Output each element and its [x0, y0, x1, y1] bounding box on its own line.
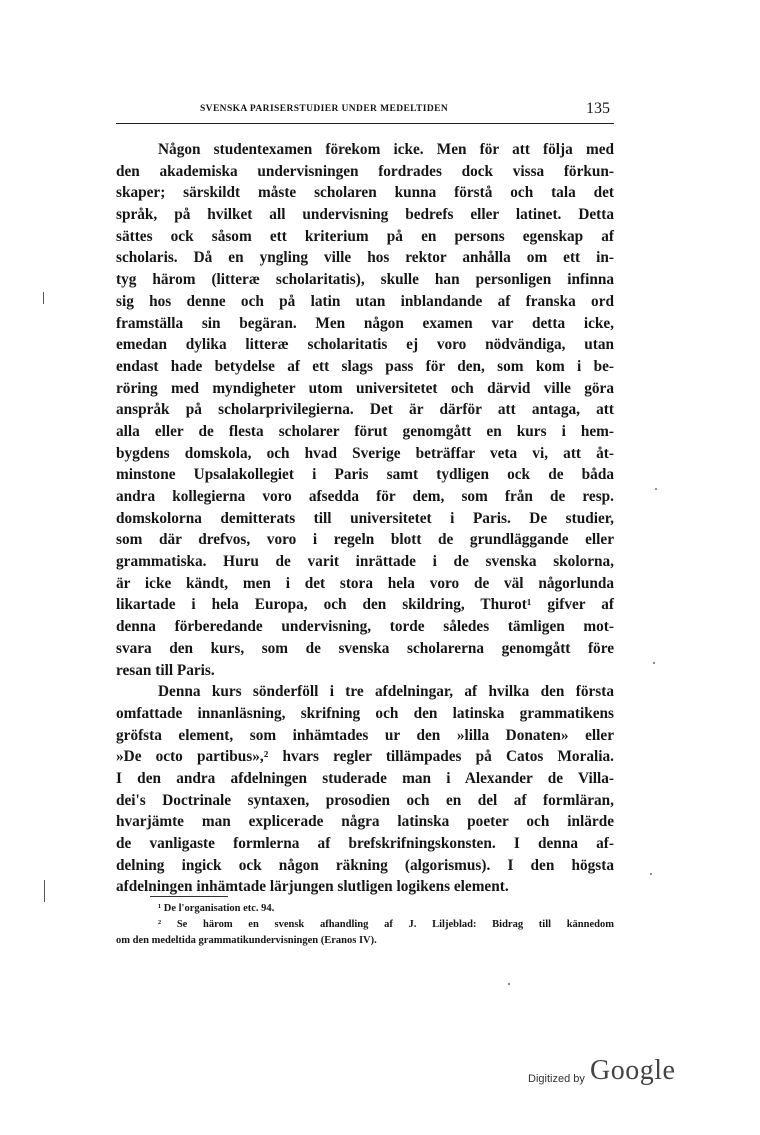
- scan-speck: [650, 873, 652, 875]
- scan-speck: [508, 983, 510, 985]
- footnote-line: om den medeltida grammatikundervisningen (Eranos IV).: [116, 935, 377, 946]
- text-line: röring med myndigheter utom universitetet och därvid ville göra: [116, 379, 614, 397]
- running-header: [116, 100, 614, 122]
- text-line: delning ingick ock någon räkning (algorismus). I den högsta: [116, 856, 614, 874]
- text-line: framställa sin begäran. Men någon examen var detta icke,: [116, 314, 614, 332]
- margin-mark: [44, 880, 45, 902]
- text-line: gröfsta element, som inhämtades ur den »lilla Donaten» eller: [116, 726, 614, 744]
- text-line: I den andra afdelningen studerade man i Alexander de Villa-: [116, 769, 614, 787]
- text-line: endast hade betydelse af ett slags pass för den, som kom i be-: [116, 357, 614, 375]
- text-line: sig hos denne och på latin utan inblandande af franska ord: [116, 292, 614, 310]
- text-line: anspråk på scholarprivilegierna. Det är därför att antaga, att: [116, 401, 614, 419]
- text-line: likartade i hela Europa, och den skildring, Thurot¹ gifver af: [116, 596, 614, 614]
- scan-speck: [655, 488, 657, 490]
- text-line: grammatiska. Huru de varit inrättade i de svenska skolorna,: [116, 553, 614, 571]
- footnote-line: ² Se härom en svensk afhandling af J. Liljeblad: Bidrag till kännedom: [158, 919, 614, 930]
- text-line: domskolorna demitterats till universitetet i Paris. De studier,: [116, 509, 614, 527]
- text-line: resan till Paris.: [116, 661, 215, 679]
- text-line: andra kollegierna voro afsedda för dem, som från de resp.: [116, 488, 614, 505]
- text-line: språk, på hvilket all undervisning bedrefs eller latinet. Detta: [116, 206, 614, 224]
- text-line: omfattade innanläsning, skrifning och den latinska grammatikens: [116, 704, 614, 722]
- google-logo: Google: [590, 1055, 676, 1086]
- text-line: den akademiska undervisningen fordrades dock vissa förkun-: [116, 162, 614, 180]
- text-line: denna förberedande undervisning, torde således tämligen mot-: [116, 618, 614, 636]
- text-line: tyg härom (litteræ scholaritatis), skulle han personligen infinna: [116, 271, 614, 289]
- text-line: bygdens domskola, och hvad Sverige beträffar veta vi, att åt-: [116, 444, 614, 462]
- text-line: scholaris. Då en yngling ville hos rektor anhålla om ett in-: [116, 249, 614, 267]
- text-line: dei's Doctrinale syntaxen, prosodien och en del af formläran,: [116, 791, 614, 809]
- text-line: som där drefvos, voro i regeln blott de grundläggande eller: [116, 531, 614, 549]
- footnote-rule: [150, 896, 228, 897]
- text-line: minstone Upsalakollegiet i Paris samt tydligen ock de båda: [116, 466, 614, 484]
- header-title: SVENSKA PARISERSTUDIER UNDER MEDELTIDEN: [200, 104, 449, 114]
- digitized-by-google-watermark: [528, 1055, 698, 1095]
- footnotes: [116, 901, 614, 949]
- text-line: emedan dylika litteræ scholaritatis ej voro nödvändiga, utan: [116, 336, 614, 354]
- footnote-line: ¹ De l'organisation etc. 94.: [158, 903, 275, 914]
- text-line: är icke kändt, men i det stora hela voro de väl någorlunda: [116, 574, 614, 592]
- text-line: de vanligaste formlerna af brefskrifningskonsten. I denna af-: [116, 835, 614, 852]
- text-line: hvarjämte man explicerade några latinska poeter och inlärde: [116, 813, 614, 831]
- watermark-small-text: Digitized by: [528, 1073, 585, 1085]
- text-line: alla eller de flesta scholarer förut genomgått en kurs i hem-: [116, 422, 614, 440]
- text-line: Denna kurs sönderföll i tre afdelningar, af hvilka den första: [158, 683, 614, 701]
- margin-mark: [43, 292, 44, 304]
- text-line: svara den kurs, som de svenska scholarerna genomgått före: [116, 639, 614, 657]
- text-line: Någon studentexamen förekom icke. Men för att följa med: [158, 141, 614, 158]
- header-rule: [116, 123, 614, 124]
- text-line: afdelningen inhämtade lärjungen slutligen logikens element.: [116, 878, 509, 896]
- body-text: [116, 139, 614, 898]
- page-number: 135: [586, 100, 610, 117]
- text-line: skaper; särskildt måste scholaren kunna förstå och tala det: [116, 184, 614, 202]
- scan-speck: [653, 662, 655, 664]
- text-line: »De octo partibus»,² hvars regler tillämpades på Catos Moralia.: [116, 748, 614, 766]
- text-line: sättes ock såsom ett kriterium på en persons egenskap af: [116, 227, 614, 245]
